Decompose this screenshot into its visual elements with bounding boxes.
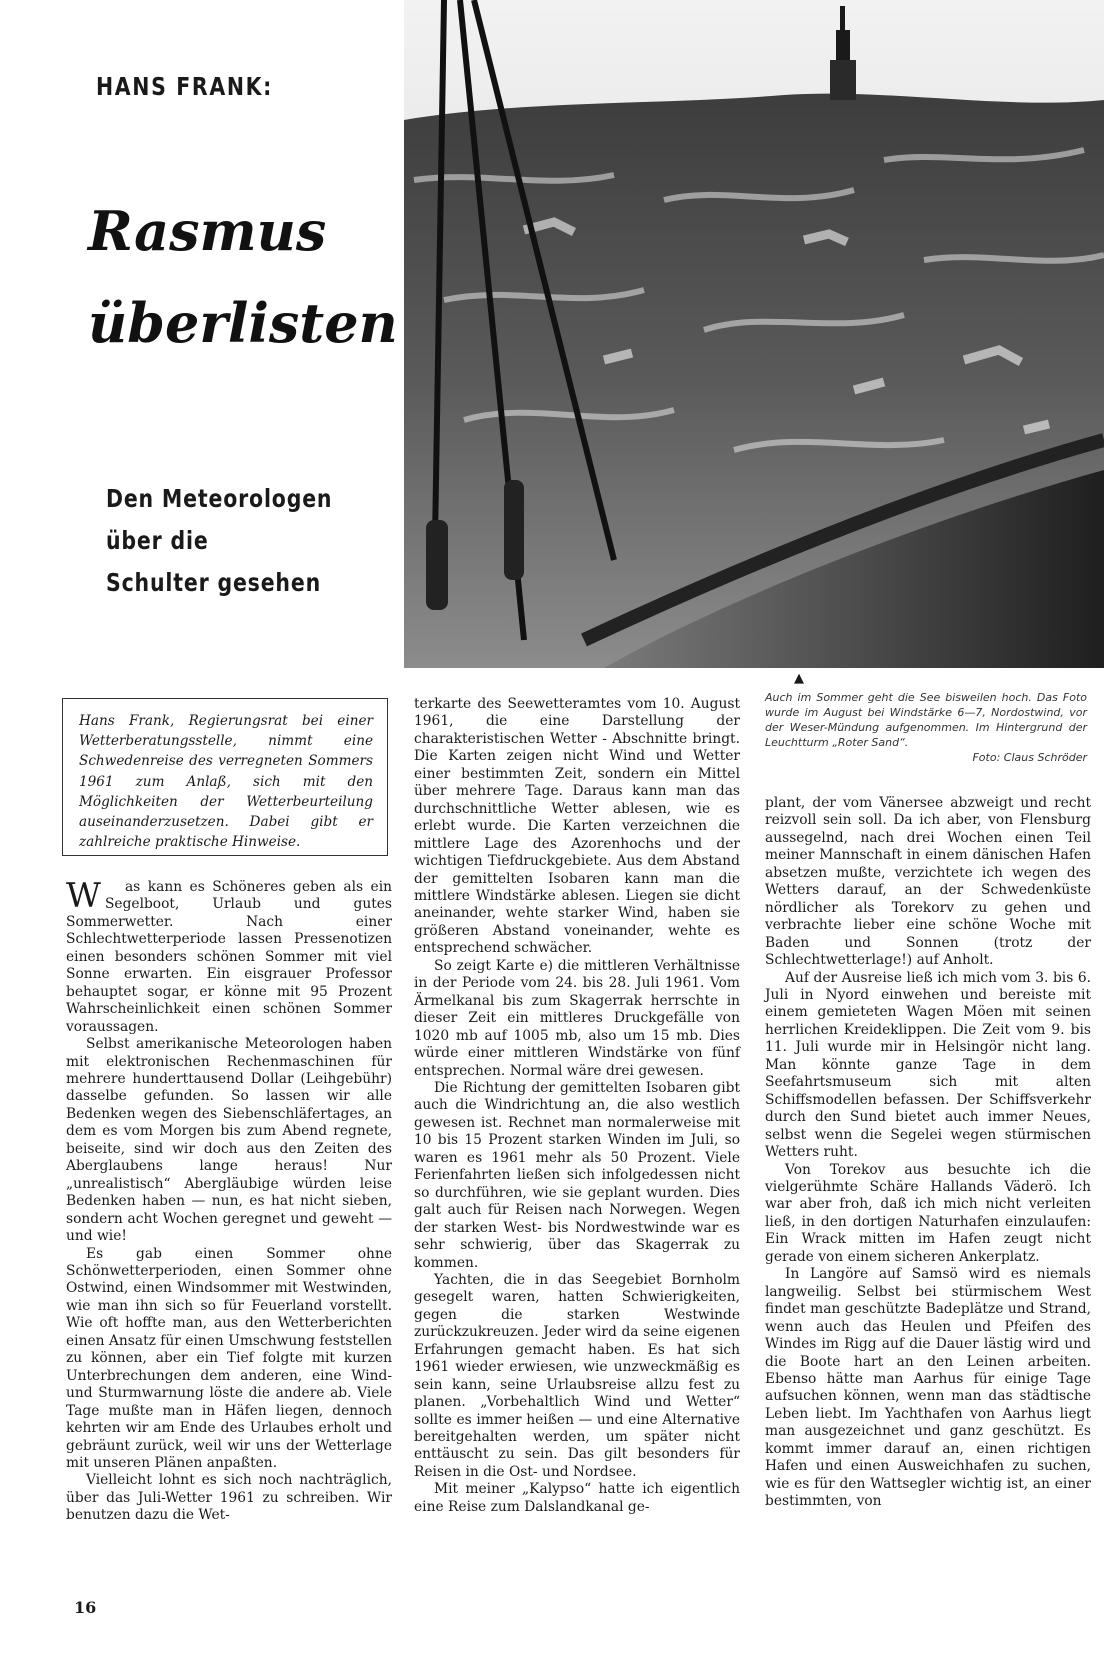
paragraph: plant, der vom Vänersee abzweigt und recht reizvoll sein soll. Da ich aber, von Flensburg aussegelnd, nach drei Wochen einen Teil meiner Mannschaft in einem dänischen Hafen absetzen mußte, verzichtete ich wegen des Wetters darauf, an der Schwedenküste nördlicher als Torekorv zu gehen und verbrachte lieber eine schöne Woche mit Baden und Sonnen (trotz der Schlechtwetterlage!) auf Anholt.	[765, 795, 1091, 969]
text-column-3	[765, 795, 1091, 1511]
paragraph: So zeigt Karte e) die mittleren Verhältnisse in der Periode vom 24. bis 28. Juli 1961. Vom Ärmelkanal bis zum Skagerrak herrschte in dieser Zeit ein mittleres Druckgefälle von 1020 mb auf 1005 mb, also um 15 mb. Dies würde einer mittleren Windstärke von fünf entsprechen. Normal wäre drei gewesen.	[414, 957, 740, 1079]
paragraph-text: as kann es Schöneres geben als ein Segelboot, Urlaub und gutes Sommerwetter. Nach einer Schlechtwetterperiode lassen Pressenotizen einen besonders schönen Sommer mit viel Sonne erwarten. Ein eisgrauer Professor behauptet sogar, er könne mit 95 Prozent Wahrscheinlichkeit einen schönen Sommer voraussagen.	[66, 879, 392, 1035]
text-column-2	[414, 696, 740, 1516]
page-number: 16	[74, 1598, 97, 1617]
paragraph: Auf der Ausreise ließ ich mich vom 3. bis 6. Juli in Nyord einwehen und bereiste mit einem gemieteten Wagen Möen mit seinen herrlichen Kreideklippen. Die Zeit vom 9. bis 11. Juli wurde mir in Helsingör nicht lang. Man könnte ganze Tage in dem Seefahrtsmuseum sich mit alten Schiffsmodellen befassen. Der Schiffsverkehr durch den Sund bietet auch immer Neues, selbst wenn die Segelei wegen stürmischen Wetters ruht.	[765, 969, 1091, 1161]
drop-cap: W	[66, 876, 101, 916]
title-line-2: überlisten	[88, 291, 398, 355]
paragraph: terkarte des Seewetteramtes vom 10. August 1961, die eine Darstellung der charakteristischen Wetter - Abschnitte bringt. Die Karten zeigen nicht Wind und Wetter einer bestimmten Zeit, sondern ein Mittel über mehrere Tage. Daraus kann man das durchschnittliche Wetter ablesen, wie es erlebt wurde. Die Karten verzeichnen die mittlere Lage des Azorenhochs und der wichtigen Tiefdruckgebiete. Aus dem Abstand der gemittelten Isobaren kann man die mittlere Windstärke ablesen. Liegen sie dicht aneinander, wehte starker Wind, haben sie größeren Abstand voneinander, wehte es entsprechend schwächer.	[414, 696, 740, 957]
paragraph	[66, 876, 392, 1036]
paragraph: Selbst amerikanische Meteorologen haben mit elektronischen Rechenmaschinen für mehrere hunderttausend Dollar (Leihgebühr) dasselbe gefunden. So lassen wir alle Bedenken wegen des Siebenschläfertages, an dem es vom Morgen bis zum Abend regnete, beiseite, sind wir doch aus den Zeiten des Aberglaubens lange heraus! Nur „unrealistisch“ Abergläubige würden leise Bedenken haben — nun, es hat nicht sieben, sondern acht Wochen geregnet und geweht — und wie!	[66, 1036, 392, 1245]
paragraph: Von Torekov aus besuchte ich die vielgerühmte Schäre Hallands Väderö. Ich war aber froh, daß ich mich nicht verleiten ließ, in den dortigen Naturhafen einzulaufen: Ein Wrack mitten im Hafen zeugt nicht gerade von einem sicheren Ankerplatz.	[765, 1161, 1091, 1265]
paragraph: Die Richtung der gemittelten Isobaren gibt auch die Windrichtung an, die also westlich gewesen ist. Rechnet man normalerweise mit 10 bis 15 Prozent starken Winden im Juli, so waren es 1961 mehr als 50 Prozent. Viele Ferienfahrten ließen sich infolgedessen nicht so durchführen, wie sie geplant wurden. Dies galt auch für Reisen nach Norwegen. Wegen der starken West- bis Nordwestwinde war es sehr schwierig, über das Skagerrak zu kommen.	[414, 1079, 740, 1271]
text-column-1	[66, 876, 392, 1525]
author-byline: HANS FRANK:	[96, 72, 274, 101]
sea-photo	[404, 0, 1104, 668]
paragraph: In Langöre auf Samsö wird es niemals langweilig. Selbst bei stürmischem West findet man geschützte Badeplätze und Strand, wenn auch das Heulen und Pfeifen des Windes im Rigg auf die Dauer lästig wird und die Boote hart an den Leinen arbeiten. Ebenso hätte man Aarhus für einige Tage aufsuchen können, wenn man das städtische Leben liebt. Im Yachthafen von Aarhus liegt man ausgezeichnet und ganz geschützt. Es kommt immer darauf an, einen richtigen Hafen und einen Ausweichhafen zu suchen, wie es für den Wattsegler wichtig ist, an einer bestimmten, von	[765, 1266, 1091, 1510]
caption-text: Auch im Sommer geht die See bisweilen hoch. Das Foto wurde im August bei Windstärke 6—7, Nordostwind, vor der Weser-Mündung aufgenommen. Im Hintergrund der Leuchtturm „Roter Sand“.	[765, 691, 1087, 749]
photo-credit: Foto: Claus Schröder	[972, 751, 1087, 764]
paragraph: Mit meiner „Kalypso“ hatte ich eigentlich eine Reise zum Dalslandkanal ge-	[414, 1481, 740, 1515]
subtitle-line-2: über die	[106, 526, 209, 555]
article-subtitle	[106, 478, 332, 604]
paragraph: Yachten, die in das Seegebiet Bornholm gesegelt waren, hatten Schwierigkeiten, gegen die starken Westwinde zurückzukreuzen. Jeder wird da seine eigenen Erfahrungen gemacht haben. Es hat sich 1961 wieder erwiesen, wie unzweckmäßig es sein kann, seine Urlaubsreise allzu fest zu planen. „Vorbehaltlich Wind und Wetter“ sollte es immer heißen — und eine Alternative bereitgehalten werden, um später nicht enttäuscht zu sein. Das gilt besonders für Reisen in die Ost- und Nordsee.	[414, 1271, 740, 1480]
paragraph: Es gab einen Sommer ohne Schönwetterperioden, einen Sommer ohne Ostwind, einen Windsommer mit Westwinden, wie man ihn sich so für Feuerland vorstellt. Wie oft hoffte man, aus den Wetterberichten einen Ansatz für einen Umschwung feststellen zu können, aber ein Tief folgte mit kurzen Unterbrechungen dem anderen, eine Wind- und Sturmwarnung löste die andere ab. Viele Tage mußte man in Häfen liegen, dennoch kehrten wir am Ende des Urlaubes erholt und gebräunt zurück, weil wir uns der Wetterlage mit unseren Plänen anpaßten.	[66, 1245, 392, 1471]
photo-caption	[765, 690, 1087, 765]
article-title	[88, 185, 398, 369]
title-line-1: Rasmus	[88, 199, 327, 263]
caption-arrow-icon: ▲	[794, 671, 804, 686]
subtitle-line-3: Schulter gesehen	[106, 568, 321, 597]
intro-box: Hans Frank, Regierungsrat bei einer Wetterberatungsstelle, nimmt eine Schwedenreise des verregneten Sommers 1961 zum Anlaß, sich mit den Möglichkeiten der Wetterbeurteilung auseinanderzusetzen. Dabei gibt er zahlreiche praktische Hinweise.	[62, 698, 388, 856]
paragraph: Vielleicht lohnt es sich noch nachträglich, über das Juli-Wetter 1961 zu schreiben. Wir benutzen dazu die Wet-	[66, 1472, 392, 1524]
subtitle-line-1: Den Meteorologen	[106, 484, 333, 513]
sea-photo-graphic	[404, 0, 1104, 668]
